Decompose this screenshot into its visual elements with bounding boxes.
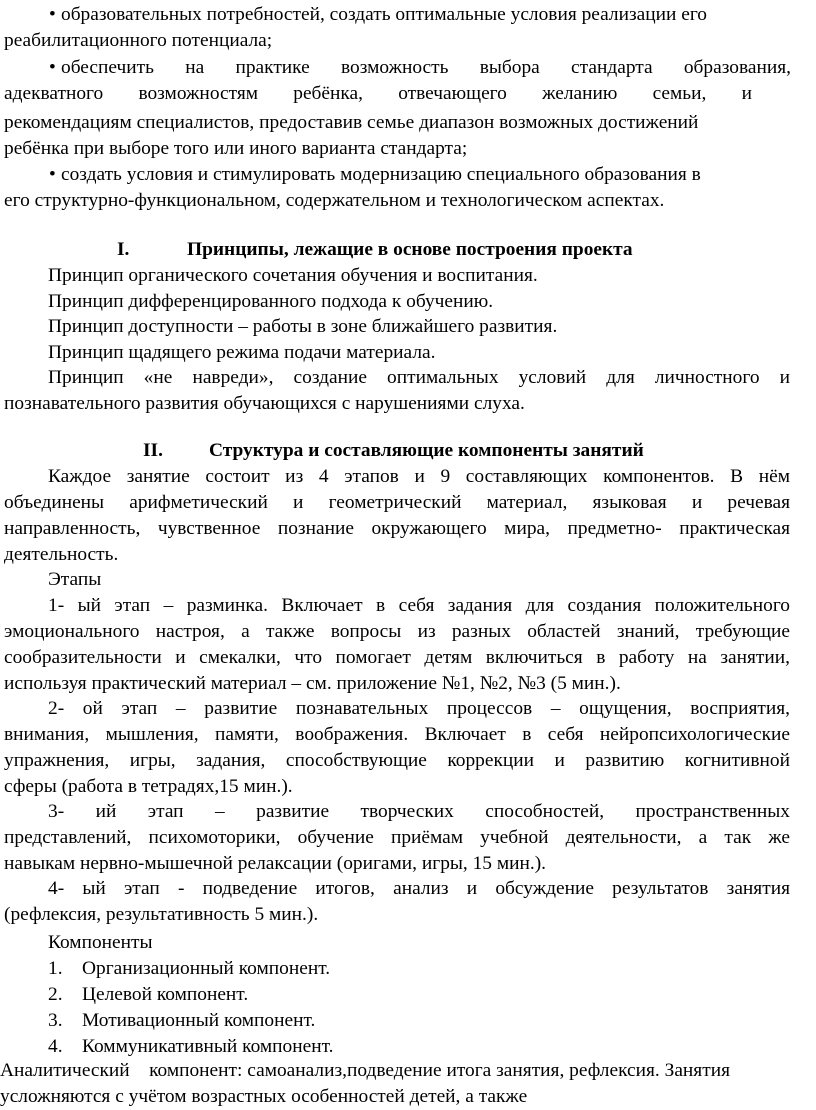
bullet-1-line-1: • образовательных потребностей, создать оптимальные условия реализации его bbox=[49, 2, 707, 28]
bullet-2-line-3: рекомендациям специалистов, предоставив семье диапазон возможных достижений bbox=[4, 112, 699, 133]
stage-4-line-1: 4- ый этап - подведение итогов, анализ и обсуждение результатов занятия bbox=[48, 878, 790, 899]
stage-2-line-1: 2- ой этап – развитие познавательных процессов – ощущения, восприятия, bbox=[48, 698, 790, 719]
stage-1-line-3: сообразительности и смекалки, что помогает детям включиться в работу на занятии, bbox=[4, 647, 790, 668]
component-2-text: Целевой компонент. bbox=[82, 984, 249, 1005]
bullet-icon: • bbox=[49, 164, 56, 185]
bullet-icon: • bbox=[49, 57, 56, 78]
stage-3-line-1: 3- ий этап – развитие творческих способностей, пространственных bbox=[48, 801, 790, 822]
bullet-1-line-2: реабилитационного потенциала; bbox=[4, 30, 273, 51]
principle-3: Принцип доступности – работы в зоне ближайшего развития. bbox=[48, 316, 558, 337]
principle-2: Принцип дифференцированного подхода к обучению. bbox=[48, 291, 494, 312]
stage-3-line-2: представлений, психомоторики, обучение приёмам учебной деятельности, а так же bbox=[4, 827, 790, 848]
intro-line-1: Каждое занятие состоит из 4 этапов и 9 составляющих компонентов. В нём bbox=[48, 466, 790, 487]
closing-line-2: усложняются с учётом возрастных особенностей детей, а также bbox=[0, 1086, 528, 1107]
component-4-text: Коммуникативный компонент. bbox=[82, 1036, 334, 1057]
principle-5-line-2: познавательного развития обучающихся с нарушениями слуха. bbox=[4, 393, 525, 414]
component-1-text: Организационный компонент. bbox=[82, 958, 331, 979]
section-2-title: Структура и составляющие компоненты занятий bbox=[209, 440, 644, 461]
component-3-text: Мотивационный компонент. bbox=[82, 1010, 316, 1031]
component-4-number: 4. bbox=[48, 1036, 63, 1057]
intro-line-3: направленность, чувственное познание окружающего мира, предметно- практическая bbox=[4, 518, 790, 539]
principle-4: Принцип щадящего режима подачи материала. bbox=[48, 342, 436, 363]
closing-line-1: Аналитический компонент: самоанализ,подведение итога занятия, рефлексия. Занятия bbox=[0, 1060, 730, 1081]
section-2-number: II. bbox=[143, 440, 163, 461]
stage-1-line-2: эмоционального настроя, а также вопросы из разных областей знаний, требующие bbox=[4, 621, 790, 642]
section-1-number: I. bbox=[117, 239, 130, 260]
component-2-number: 2. bbox=[48, 984, 63, 1005]
stage-2-line-2: внимания, мышления, памяти, воображения. Включает в себя нейропсихологические bbox=[4, 724, 790, 745]
principle-5-line-1: Принцип «не навреди», создание оптимальных условий для личностного и bbox=[48, 367, 790, 388]
stage-2-line-3: упражнения, игры, задания, способствующие коррекции и развитию когнитивной bbox=[4, 750, 790, 771]
bullet-2-line-4: ребёнка при выборе того или иного варианта стандарта; bbox=[4, 138, 468, 159]
component-3-number: 3. bbox=[48, 1010, 63, 1031]
bullet-icon: • bbox=[49, 4, 56, 25]
component-1-number: 1. bbox=[48, 958, 63, 979]
principle-1: Принцип органического сочетания обучения и воспитания. bbox=[48, 265, 538, 286]
bullet-2-line-2: адекватного возможностям ребёнка, отвечающего желанию семьи, и bbox=[4, 83, 752, 104]
section-1-title: Принципы, лежащие в основе построения проекта bbox=[187, 239, 633, 260]
bullet-3-line-2: его структурно-функциональном, содержательном и технологическом аспектах. bbox=[4, 190, 665, 211]
intro-line-4: деятельность. bbox=[4, 544, 119, 565]
bullet-3-line-1: • создать условия и стимулировать модернизацию специального образования в bbox=[49, 162, 701, 188]
bullet-2-line-1: • обеспечить на практике возможность выбора стандарта образования, bbox=[49, 55, 791, 81]
stage-2-line-4: сферы (работа в тетрадях,15 мин.). bbox=[4, 776, 293, 797]
intro-line-2: объединены арифметический и геометрический материал, языковая и речевая bbox=[4, 492, 790, 513]
stage-4-line-2: (рефлексия, результативность 5 мин.). bbox=[4, 904, 319, 925]
stage-1-line-4: используя практический материал – см. приложение №1, №2, №3 (5 мин.). bbox=[4, 673, 621, 694]
stage-3-line-3: навыкам нервно-мышечной релаксации (оригами, игры, 15 мин.). bbox=[4, 853, 547, 874]
components-heading: Компоненты bbox=[48, 932, 153, 953]
stages-heading: Этапы bbox=[48, 569, 102, 590]
stage-1-line-1: 1- ый этап – разминка. Включает в себя задания для создания положительного bbox=[48, 595, 790, 616]
